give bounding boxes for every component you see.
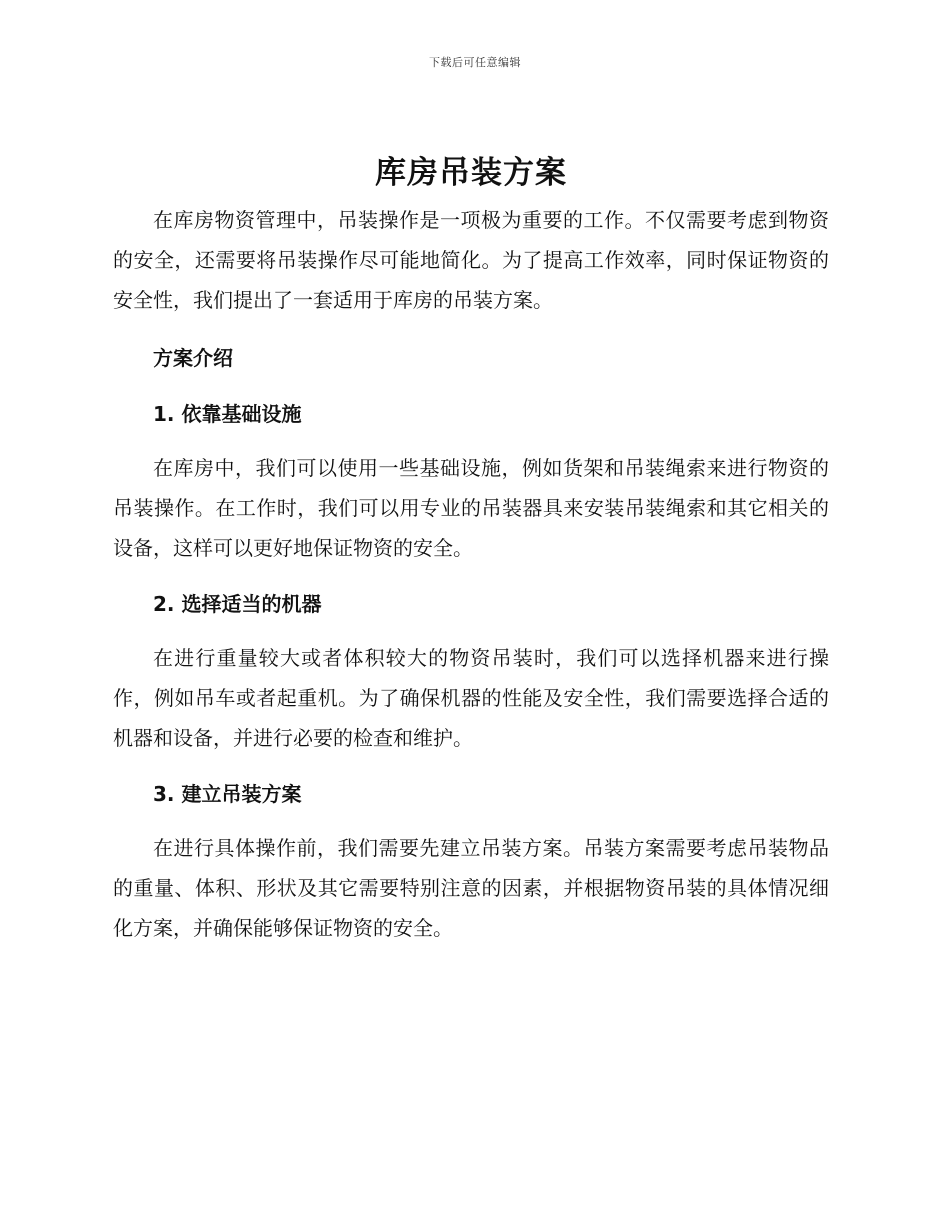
header-note: 下载后可任意编辑: [429, 56, 521, 69]
section-paragraph-3: 在进行具体操作前，我们需要先建立吊装方案。吊装方案需要考虑吊装物品的重量、体积、形状及其它需要特别注意的因素，并根据物资吊装的具体情况细化方案，并确保能够保证物资的安全。: [113, 836, 829, 940]
document-title: 库房吊装方案: [375, 155, 567, 191]
section-heading-3: 3. 建立吊装方案: [153, 782, 302, 806]
section-heading-1: 1. 依靠基础设施: [153, 402, 302, 426]
section-paragraph-1: 在库房中，我们可以使用一些基础设施，例如货架和吊装绳索来进行物资的吊装操作。在工作时，我们可以用专业的吊装器具来安装吊装绳索和其它相关的设备，这样可以更好地保证物资的安全。: [113, 456, 829, 560]
section-heading-2: 2. 选择适当的机器: [153, 592, 322, 616]
intro-paragraph: 在库房物资管理中，吊装操作是一项极为重要的工作。不仅需要考虑到物资的安全，还需要将吊装操作尽可能地简化。为了提高工作效率，同时保证物资的安全性，我们提出了一套适用于库房的吊装方案。: [113, 208, 829, 312]
document-body: [113, 150, 829, 948]
section-paragraph-2: 在进行重量较大或者体积较大的物资吊装时，我们可以选择机器来进行操作，例如吊车或者起重机。为了确保机器的性能及安全性，我们需要选择合适的机器和设备，并进行必要的检查和维护。: [113, 646, 829, 750]
section-title: 方案介绍: [153, 346, 233, 370]
